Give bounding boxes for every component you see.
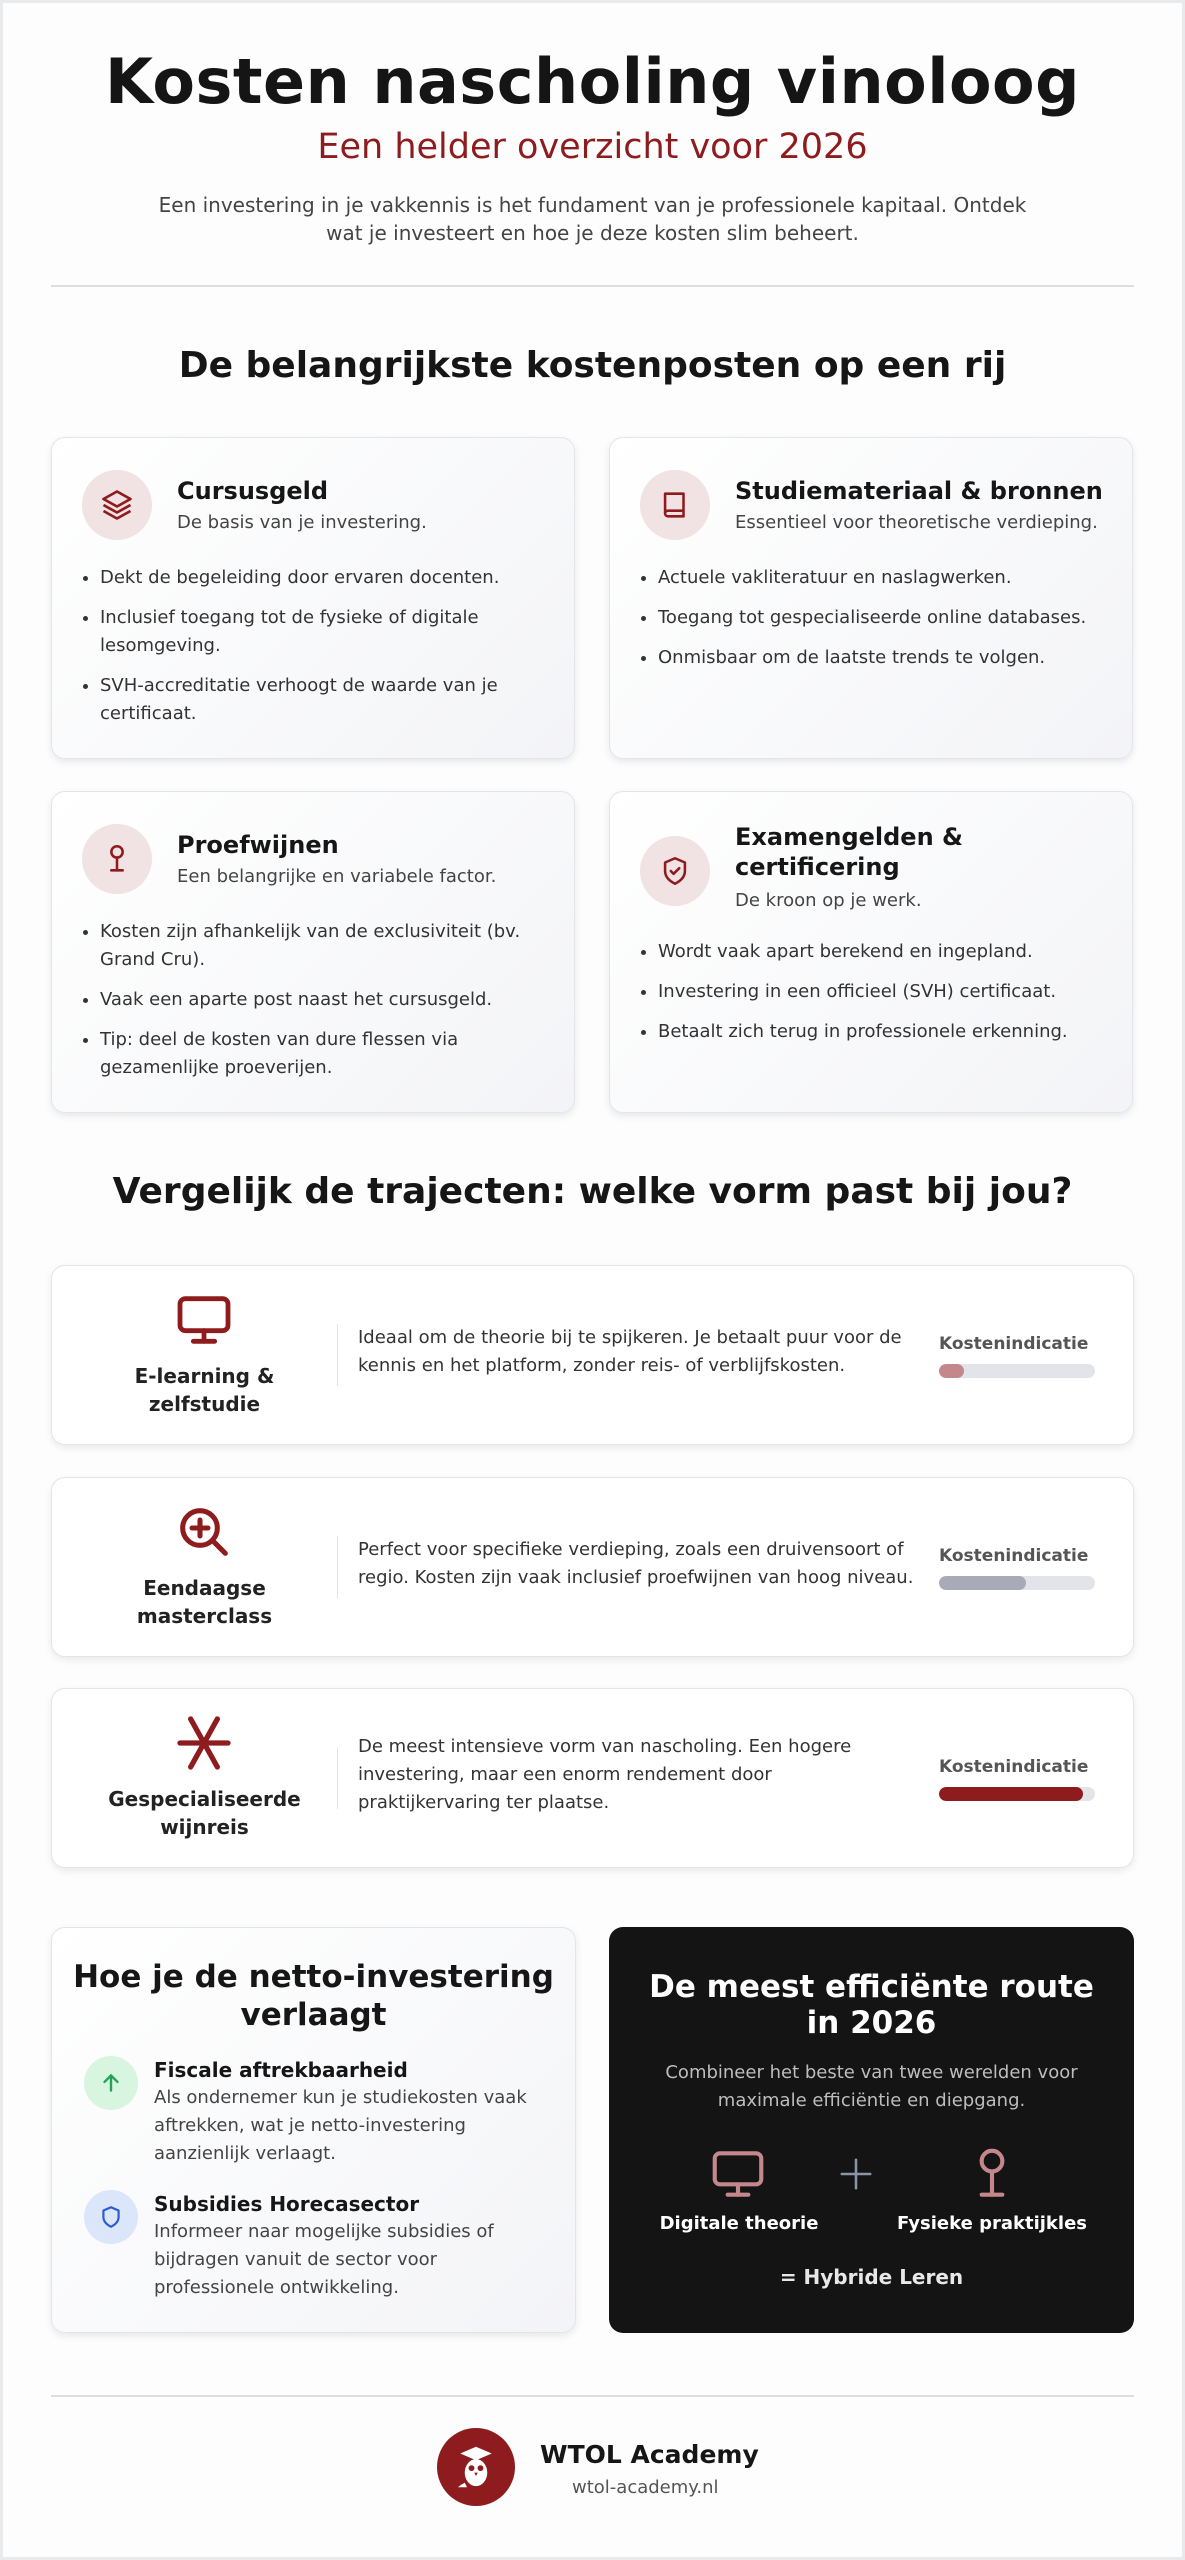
tip-text: Informeer naar mogelijke subsidies of bijdragen vanuit de sector voor professionele ontwikkeling.	[154, 2221, 494, 2298]
zoom-in-icon	[172, 1500, 236, 1564]
list-item: • Kosten zijn afhankelijk van de exclusiviteit (bv. Grand Cru).	[100, 918, 548, 974]
tip-title: Subsidies Horecasector	[154, 2192, 420, 2216]
cost-indicator-fill	[939, 1576, 1026, 1590]
list-item: • Onmisbaar om de laatste trends te volgen.	[658, 644, 1106, 672]
hybrid-result: = Hybride Leren	[779, 2265, 964, 2289]
cost-card-studiemateriaal	[609, 437, 1133, 759]
card-bullets	[78, 918, 548, 1094]
route-divider	[337, 1536, 338, 1598]
route-description: Perfect voor specifieke verdieping, zoals een druivensoort of regio. Kosten zijn vaak inclusief proefwijnen van hoog niveau.	[358, 1539, 914, 1588]
asterisk-icon	[172, 1711, 236, 1775]
card-bullets	[78, 564, 548, 740]
list-item: • Actuele vakliteratuur en naslagwerken.	[658, 564, 1106, 592]
cost-card-cursusgeld	[51, 437, 575, 759]
wine-glass-icon	[961, 2141, 1023, 2207]
owl-logo	[437, 2428, 515, 2506]
plus-icon	[837, 2155, 875, 2193]
intro-text: Een investering in je vakkennis is het fundament van je professionele kapitaal. Ontdek wat je investeert en hoe je deze kosten slim beheert.	[158, 193, 1027, 245]
cost-indicator-label: Kostenindicatie	[939, 1334, 1089, 1354]
hybrid-left-label: Digitale theorie	[659, 2213, 819, 2234]
card-title: Proefwijnen	[177, 831, 339, 859]
route-card-elearning	[51, 1265, 1134, 1445]
cost-indicator-track	[939, 1364, 1095, 1378]
route-label: Eendaagse masterclass	[136, 1576, 273, 1628]
cost-indicator-label: Kostenindicatie	[939, 1546, 1089, 1566]
list-item: • Wordt vaak apart berekend en ingepland.	[658, 938, 1106, 966]
tip-title: Fiscale aftrekbaarheid	[154, 2058, 408, 2082]
page	[3, 3, 1182, 2557]
monitor-icon	[172, 1288, 236, 1352]
route-card-masterclass	[51, 1477, 1134, 1657]
costs-section-title: De belangrijkste kostenposten op een rij	[178, 345, 1007, 386]
cost-indicator-track	[939, 1787, 1095, 1801]
page-subtitle: Een helder overzicht voor 2026	[317, 127, 868, 167]
card-subtitle: De kroon op je werk.	[735, 890, 922, 911]
shield-check-icon	[640, 836, 710, 906]
shield-icon	[84, 2190, 138, 2244]
card-title: Examengelden & certificering	[735, 823, 963, 881]
route-label: Gespecialiseerde wijnreis	[108, 1787, 301, 1839]
brand-url[interactable]: wtol-academy.nl	[572, 2477, 719, 2498]
cost-indicator-fill	[939, 1787, 1083, 1801]
savings-title: Hoe je de netto-investering verlaagt	[73, 1959, 554, 2033]
route-divider	[337, 1324, 338, 1386]
wine-glass-icon	[82, 824, 152, 894]
layers-icon	[82, 470, 152, 540]
card-title: Studiemateriaal & bronnen	[735, 477, 1103, 505]
list-item: • Investering in een officieel (SVH) certificaat.	[658, 978, 1106, 1006]
cost-indicator-fill	[939, 1364, 964, 1378]
page-title: Kosten nascholing vinoloog	[104, 45, 1081, 118]
book-icon	[640, 470, 710, 540]
cost-indicator-label: Kostenindicatie	[939, 1757, 1089, 1777]
footer-divider	[51, 2395, 1134, 2397]
hybrid-route-box	[609, 1927, 1134, 2333]
route-divider	[337, 1747, 338, 1809]
list-item: • Betaalt zich terug in professionele erkenning.	[658, 1018, 1106, 1046]
list-item: • Dekt de begeleiding door ervaren docenten.	[100, 564, 548, 592]
cost-card-proefwijnen	[51, 791, 575, 1113]
card-title: Cursusgeld	[177, 477, 329, 505]
hybrid-title: De meest efficiënte route in 2026	[649, 1969, 1094, 2041]
route-card-wijnreis	[51, 1688, 1134, 1868]
list-item: • Tip: deel de kosten van dure flessen via gezamenlijke proeverijen.	[100, 1026, 548, 1082]
list-item: • Inclusief toegang tot de fysieke of digitale lesomgeving.	[100, 604, 548, 660]
card-bullets	[636, 564, 1106, 684]
hybrid-text: Combineer het beste van twee werelden voor maximale efficiëntie en diepgang.	[665, 2062, 1078, 2111]
header-divider	[51, 285, 1134, 287]
monitor-icon	[707, 2143, 769, 2205]
card-subtitle: De basis van je investering.	[177, 512, 427, 533]
arrow-up-icon	[84, 2056, 138, 2110]
list-item: • Vaak een aparte post naast het cursusgeld.	[100, 986, 548, 1014]
list-item: • SVH-accreditatie verhoogt de waarde van je certificaat.	[100, 672, 548, 728]
brand-name: WTOL Academy	[540, 2440, 759, 2469]
savings-box	[51, 1927, 576, 2333]
routes-section-title: Vergelijk de trajecten: welke vorm past bij jou?	[112, 1171, 1073, 1212]
route-description: De meest intensieve vorm van nascholing. Een hogere investering, maar een enorm rendement door praktijkervaring ter plaatse.	[358, 1736, 852, 1813]
hybrid-right-label: Fysieke praktijkles	[897, 2213, 1087, 2234]
route-description: Ideaal om de theorie bij te spijkeren. Je betaalt puur voor de kennis en het platform, zonder reis- of verblijfskosten.	[358, 1327, 902, 1376]
route-label: E-learning & zelfstudie	[134, 1364, 275, 1416]
card-subtitle: Essentieel voor theoretische verdieping.	[735, 512, 1098, 533]
list-item: • Toegang tot gespecialiseerde online databases.	[658, 604, 1106, 632]
cost-card-examengelden	[609, 791, 1133, 1113]
cost-indicator-track	[939, 1576, 1095, 1590]
card-bullets	[636, 938, 1106, 1058]
tip-text: Als ondernemer kun je studiekosten vaak aftrekken, wat je netto-investering aanzienlijk verlaagt.	[154, 2087, 527, 2164]
card-subtitle: Een belangrijke en variabele factor.	[177, 866, 497, 887]
